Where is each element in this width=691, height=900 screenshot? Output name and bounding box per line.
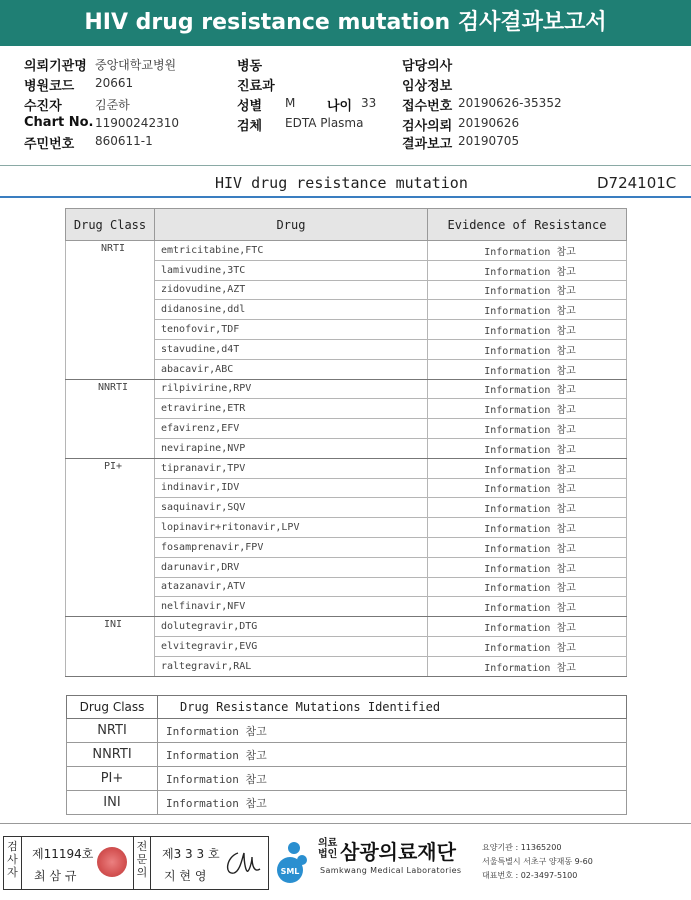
examiner-name: 최 삼 규 <box>34 869 77 883</box>
org-english-name: Samkwang Medical Laboratories <box>320 866 462 875</box>
evidence-cell: Information 참고 <box>428 636 627 656</box>
institution-code: 요양기관 : 11365200 <box>482 843 562 852</box>
section-underline <box>0 196 691 198</box>
drug-class-cell: NNRTI <box>66 379 155 458</box>
summary-row <box>67 743 627 767</box>
info-label: 진료과 <box>237 79 275 94</box>
evidence-cell: Information 참고 <box>428 656 627 676</box>
evidence-cell: Information 참고 <box>428 300 627 320</box>
signature-icon <box>222 847 262 881</box>
summary-row <box>67 767 627 791</box>
drug-cell: etravirine,ETR <box>155 399 428 419</box>
drug-cell: lamivudine,3TC <box>155 260 428 280</box>
footer-divider <box>0 823 691 824</box>
drug-cell: emtricitabine,FTC <box>155 241 428 261</box>
summary-mutations-cell: Information 참고 <box>158 791 627 815</box>
drug-class-cell: PI+ <box>66 458 155 616</box>
evidence-cell: Information 참고 <box>428 260 627 280</box>
summary-header-mutations: Drug Resistance Mutations Identified <box>158 696 627 719</box>
summary-class-cell: PI+ <box>67 767 158 791</box>
header-divider <box>0 165 691 166</box>
info-label: Chart No. <box>24 115 94 130</box>
evidence-cell: Information 참고 <box>428 557 627 577</box>
info-label: 접수번호 <box>402 99 453 114</box>
col-header-evidence: Evidence of Resistance <box>428 209 627 241</box>
examiner-vertical-label: 검사자 <box>4 837 22 889</box>
drug-cell: lopinavir+ritonavir,LPV <box>155 518 428 538</box>
summary-class-cell: NRTI <box>67 719 158 743</box>
info-value: 860611-1 <box>95 134 153 148</box>
drug-resistance-table <box>65 208 627 677</box>
info-label: 수진자 <box>24 99 62 114</box>
info-value: 20190626-35352 <box>458 96 562 110</box>
info-value: 20190626 <box>458 116 520 130</box>
section-title: HIV drug resistance mutation <box>215 174 468 192</box>
info-label: 주민번호 <box>24 137 75 152</box>
specialist-license: 제3 3 3 호 <box>162 847 220 861</box>
info-value: 중앙대학교병원 <box>95 58 177 72</box>
evidence-cell: Information 참고 <box>428 399 627 419</box>
drug-cell: atazanavir,ATV <box>155 577 428 597</box>
evidence-cell: Information 참고 <box>428 498 627 518</box>
drug-cell: saquinavir,SQV <box>155 498 428 518</box>
specialist-vertical-label: 전문의 <box>133 837 151 889</box>
drug-cell: fosamprenavir,FPV <box>155 537 428 557</box>
specialist-name: 지 현 영 <box>164 869 207 883</box>
info-value: M <box>285 96 296 110</box>
org-prefix: 의료법인 <box>318 838 338 860</box>
evidence-cell: Information 참고 <box>428 379 627 399</box>
summary-class-cell: NNRTI <box>67 743 158 767</box>
table-row <box>66 379 627 399</box>
section-code: D724101C <box>597 174 677 192</box>
drug-cell: stavudine,d4T <box>155 339 428 359</box>
evidence-cell: Information 참고 <box>428 280 627 300</box>
evidence-cell: Information 참고 <box>428 597 627 617</box>
phone-number: 대표번호 : 02-3497-5100 <box>482 871 578 880</box>
drug-cell: darunavir,DRV <box>155 557 428 577</box>
col-header-drug: Drug <box>155 209 428 241</box>
drug-cell: tenofovir,TDF <box>155 320 428 340</box>
drug-cell: nelfinavir,NFV <box>155 597 428 617</box>
patient-info <box>0 52 691 166</box>
info-value: 11900242310 <box>95 116 179 130</box>
summary-row <box>67 791 627 815</box>
mutations-summary-table <box>66 695 627 815</box>
drug-class-cell: NRTI <box>66 241 155 380</box>
evidence-cell: Information 참고 <box>428 478 627 498</box>
evidence-cell: Information 참고 <box>428 339 627 359</box>
summary-mutations-cell: Information 참고 <box>158 743 627 767</box>
evidence-cell: Information 참고 <box>428 419 627 439</box>
drug-cell: tipranavir,TPV <box>155 458 428 478</box>
info-label: 병원코드 <box>24 79 75 94</box>
info-value: 김준하 <box>95 98 130 112</box>
drug-cell: efavirenz,EFV <box>155 419 428 439</box>
evidence-cell: Information 참고 <box>428 537 627 557</box>
summary-mutations-cell: Information 참고 <box>158 719 627 743</box>
summary-header-class: Drug Class <box>67 696 158 719</box>
official-seal-icon <box>97 847 127 877</box>
drug-cell: dolutegravir,DTG <box>155 617 428 637</box>
evidence-cell: Information 참고 <box>428 518 627 538</box>
drug-class-cell: INI <box>66 617 155 676</box>
age-value: 33 <box>361 96 377 110</box>
info-label: 결과보고 <box>402 137 453 152</box>
summary-class-cell: INI <box>67 791 158 815</box>
sml-logo-icon <box>272 838 312 884</box>
evidence-cell: Information 참고 <box>428 241 627 261</box>
info-label: 검사의뢰 <box>402 119 453 134</box>
age-label: 나이 <box>327 99 353 114</box>
evidence-cell: Information 참고 <box>428 458 627 478</box>
evidence-cell: Information 참고 <box>428 577 627 597</box>
drug-cell: nevirapine,NVP <box>155 438 428 458</box>
info-value: EDTA Plasma <box>285 116 364 130</box>
evidence-cell: Information 참고 <box>428 617 627 637</box>
logo-text: SML <box>280 867 300 876</box>
table-row <box>66 458 627 478</box>
evidence-cell: Information 참고 <box>428 359 627 379</box>
info-label: 담당의사 <box>402 59 453 74</box>
info-label: 성별 <box>237 99 263 114</box>
drug-cell: didanosine,ddl <box>155 300 428 320</box>
info-value: 20190705 <box>458 134 520 148</box>
table-row <box>66 241 627 261</box>
col-header-drug-class: Drug Class <box>66 209 155 241</box>
report-title: HIV drug resistance mutation 검사결과보고서 <box>0 0 691 46</box>
drug-cell: indinavir,IDV <box>155 478 428 498</box>
info-label: 검체 <box>237 119 263 134</box>
info-label: 의뢰기관명 <box>24 59 87 74</box>
info-value: 20661 <box>95 76 134 90</box>
org-name: 삼광의료재단 <box>340 840 456 864</box>
evidence-cell: Information 참고 <box>428 438 627 458</box>
address: 서울특별시 서초구 양재동 9-60 <box>482 857 593 866</box>
drug-cell: zidovudine,AZT <box>155 280 428 300</box>
table-row <box>66 617 627 637</box>
info-label: 병동 <box>237 59 263 74</box>
summary-mutations-cell: Information 참고 <box>158 767 627 791</box>
summary-row <box>67 719 627 743</box>
drug-cell: abacavir,ABC <box>155 359 428 379</box>
signature-box <box>3 836 269 890</box>
evidence-cell: Information 참고 <box>428 320 627 340</box>
info-label: 임상정보 <box>402 79 453 94</box>
examiner-license: 제11194호 <box>32 847 94 861</box>
drug-cell: raltegravir,RAL <box>155 656 428 676</box>
drug-cell: elvitegravir,EVG <box>155 636 428 656</box>
drug-cell: rilpivirine,RPV <box>155 379 428 399</box>
